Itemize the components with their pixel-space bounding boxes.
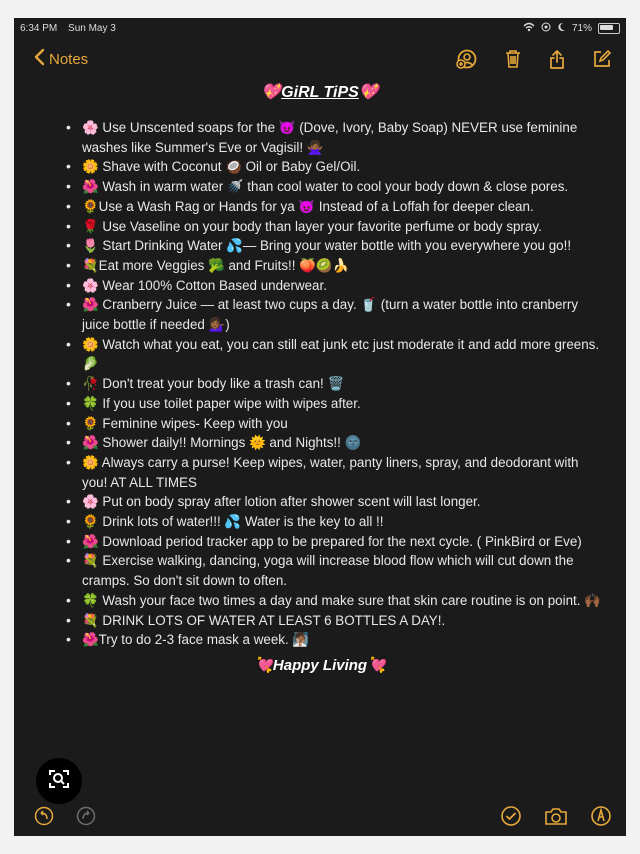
list-item: • 🌻 Feminine wipes- Keep with you bbox=[66, 414, 604, 434]
title-heart-right: 💖 bbox=[358, 84, 379, 101]
checklist-icon[interactable] bbox=[500, 805, 522, 827]
location-icon bbox=[541, 22, 551, 35]
note-title bbox=[36, 82, 604, 102]
add-person-icon[interactable] bbox=[456, 49, 478, 69]
note-body[interactable] bbox=[14, 82, 626, 674]
chevron-left-icon bbox=[34, 48, 45, 70]
list-item: • 🌸 Use Unscented soaps for the 😈 (Dove, Ivory, Baby Soap) NEVER use feminine washes like Summer's Eve or Vagisil! 🙅🏾‍♀️ bbox=[66, 118, 604, 157]
status-bar bbox=[14, 18, 626, 38]
list-item: • 🍀 If you use toilet paper wipe with wipes after. bbox=[66, 394, 604, 414]
list-item: • 🌻 Drink lots of water!!! 💦 Water is the key to all !! bbox=[66, 512, 604, 532]
list-item: • 🌼 Always carry a purse! Keep wipes, water, panty liners, spray, and deodorant with you! AT ALL TIMES bbox=[66, 453, 604, 492]
share-icon[interactable] bbox=[548, 49, 566, 70]
note-footer: 💘Happy Living💘 bbox=[254, 656, 386, 674]
list-item: • 🌷 Start Drinking Water 💦— Bring your water bottle with you everywhere you go!! bbox=[66, 236, 604, 256]
list-item: • 🌺Try to do 2-3 face mask a week. 🧖🏾‍♀️ bbox=[66, 630, 604, 650]
battery-icon bbox=[598, 23, 620, 34]
list-item: • 🥀 Don't treat your body like a trash can! 🗑️ bbox=[66, 374, 604, 394]
title-heart-left: 💖 bbox=[261, 84, 282, 101]
battery-percent: 71% bbox=[571, 22, 592, 34]
status-time: 6:34 PM bbox=[20, 22, 58, 34]
list-item: • 🌺 Download period tracker app to be prepared for the next cycle. ( PinkBird or Eve) bbox=[66, 532, 604, 552]
list-item: • 🌺 Cranberry Juice — at least two cups a day. 🥤 (turn a water bottle into cranberry juice bottle if needed 💁🏾‍♀️) bbox=[66, 295, 604, 334]
navigation-bar bbox=[14, 38, 626, 80]
list-item: • 💐 DRINK LOTS OF WATER AT LEAST 6 BOTTLES A DAY!. bbox=[66, 611, 604, 631]
tips-list bbox=[66, 118, 604, 650]
title-text: GiRL TiPS bbox=[281, 84, 359, 101]
compose-icon[interactable] bbox=[592, 49, 612, 69]
undo-icon[interactable] bbox=[34, 806, 54, 826]
list-item: • 🍀 Wash your face two times a day and make sure that skin care routine is on point. 🙌🏾 bbox=[66, 591, 604, 611]
status-date: Sun May 3 bbox=[68, 22, 116, 34]
camera-icon[interactable] bbox=[544, 806, 568, 826]
trash-icon[interactable] bbox=[504, 49, 522, 69]
bottom-toolbar bbox=[14, 796, 626, 836]
back-button[interactable] bbox=[34, 48, 88, 70]
wifi-icon bbox=[523, 22, 535, 35]
list-item: • 💐Eat more Veggies 🥦 and Fruits!! 🍑🥝🍌 bbox=[66, 256, 604, 276]
list-item: • 🌸 Wear 100% Cotton Based underwear. bbox=[66, 276, 604, 296]
notes-app-screen bbox=[14, 18, 626, 836]
list-item: • 🌼 Shave with Coconut 🥥 Oil or Baby Gel/Oil. bbox=[66, 157, 604, 177]
list-item: • 🌹 Use Vaseline on your body than layer your favorite perfume or body spray. bbox=[66, 217, 604, 237]
markup-pen-icon[interactable] bbox=[590, 805, 612, 827]
list-item: • 🌺 Shower daily!! Mornings 🌞 and Nights!! 🌚 bbox=[66, 433, 604, 453]
list-item: • 🌻Use a Wash Rag or Hands for ya 😈 Instead of a Loffah for deeper clean. bbox=[66, 197, 604, 217]
back-label: Notes bbox=[49, 50, 89, 68]
redo-icon[interactable] bbox=[76, 806, 96, 826]
list-item: • 💐 Exercise walking, dancing, yoga will increase blood flow which will cut down the cramps. So don't sit down to often. bbox=[66, 551, 604, 590]
list-item: • 🌸 Put on body spray after lotion after shower scent will last longer. bbox=[66, 492, 604, 512]
moon-icon bbox=[557, 22, 566, 35]
list-item: • 🌺 Wash in warm water 🚿 than cool water to cool your body down & close pores. bbox=[66, 177, 604, 197]
lens-icon bbox=[47, 767, 71, 796]
list-item: • 🌼 Watch what you eat, you can still eat junk etc just moderate it and add more greens. 🥬 bbox=[66, 335, 604, 374]
